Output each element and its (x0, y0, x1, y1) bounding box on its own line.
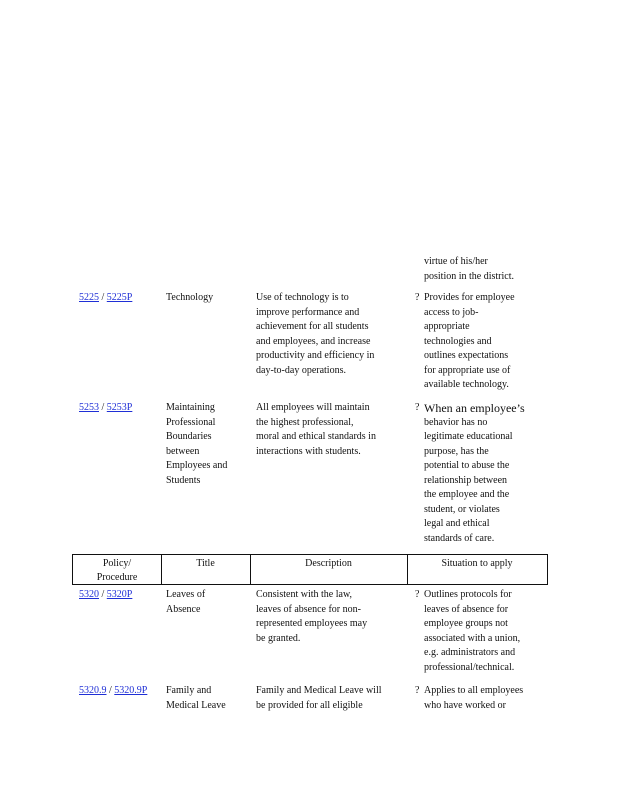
text-line: associated with a union, (424, 632, 521, 644)
text-line: improve performance and (256, 306, 360, 318)
header-title: Title (196, 558, 215, 569)
text-line: legitimate educational (424, 431, 513, 442)
row-title (166, 588, 241, 617)
text-line: Use of technology is to (256, 292, 349, 303)
text-line: Professional (166, 416, 216, 428)
text-line: productivity and efficiency in (256, 350, 375, 361)
text-line: Boundaries (166, 431, 212, 442)
procedure-link[interactable]: 5320.9P (114, 685, 148, 696)
policy-separator: / (99, 292, 107, 303)
row-description (256, 401, 401, 459)
text-line: represented employees may (256, 618, 368, 629)
text-line: the highest professional, (256, 416, 354, 428)
text-line: the employee and the (424, 489, 510, 500)
text-line: Policy/ (102, 558, 132, 569)
row-description (256, 588, 396, 646)
text-line: technologies and (424, 335, 492, 347)
bullet-glyph: ? (415, 589, 420, 600)
bullet-glyph: ? (415, 292, 420, 303)
text-line: leaves of absence for (424, 603, 509, 615)
text-line: Family and Medical Leave will (256, 685, 382, 696)
text-line: When an employee’s (424, 401, 525, 415)
row-title (166, 684, 241, 713)
text-line: access to job- (424, 306, 479, 318)
text-line: purpose, has the (424, 445, 489, 457)
text-line: Employees and (166, 460, 228, 471)
row-situation (424, 401, 534, 546)
bullet-glyph: ? (415, 685, 420, 696)
text-line: available technology. (424, 379, 509, 390)
text-line: All employees will maintain (256, 402, 370, 413)
text-line: Applies to all employees (424, 685, 524, 696)
text-line: who have worked or (424, 699, 506, 711)
text-line: professional/technical. (424, 661, 515, 673)
text-line: be provided for all eligible (256, 699, 363, 711)
text-line: Technology (166, 292, 214, 303)
policy-separator: / (106, 685, 115, 696)
header-policy (73, 557, 161, 585)
header-situation: Situation to apply (441, 558, 513, 569)
row-situation (424, 684, 534, 713)
header-description: Description (305, 558, 352, 569)
text-line: outlines expectations (424, 350, 509, 361)
row-description (256, 684, 401, 713)
text-line: Provides for employee (424, 292, 515, 303)
text-line: for appropriate use of (424, 364, 511, 376)
policy-link[interactable]: 5253 (79, 402, 99, 413)
text-line: achievement for all students (256, 321, 369, 332)
text-line: legal and ethical (424, 518, 490, 529)
text-line: relationship between (424, 474, 508, 486)
text-line: Maintaining (166, 402, 215, 413)
text-line: Students (166, 474, 201, 486)
text-line: interactions with students. (256, 445, 361, 457)
policy-link[interactable]: 5320 (79, 589, 99, 600)
text-line: behavior has no (424, 416, 488, 428)
row-title (166, 291, 241, 306)
text-line: and employees, and increase (256, 335, 371, 347)
policy-ref (79, 684, 147, 699)
procedure-link[interactable]: 5253P (106, 402, 133, 413)
row-situation (424, 291, 534, 393)
text-line: Absence (166, 603, 201, 615)
text-line: Family and (166, 685, 212, 696)
policy-ref (79, 401, 132, 416)
text-line: Medical Leave (166, 699, 226, 711)
text-line: employee groups not (424, 618, 508, 629)
text-line: potential to abuse the (424, 460, 510, 471)
bullet-glyph: ? (415, 402, 420, 413)
policy-ref (79, 291, 132, 306)
row-description (256, 291, 396, 378)
procedure-link[interactable]: 5320P (106, 589, 133, 600)
text-line: e.g. administrators and (424, 647, 516, 658)
policy-separator: / (99, 589, 107, 600)
row-situation (424, 588, 534, 675)
text-line: Outlines protocols for (424, 589, 512, 600)
text-line: student, or violates (424, 503, 500, 515)
text-line: appropriate (424, 321, 470, 332)
text-line: virtue of his/her (424, 256, 488, 267)
text-line: between (166, 445, 200, 457)
table-header (72, 554, 548, 585)
text-line: leaves of absence for non- (256, 603, 361, 615)
text-line: Leaves of (166, 589, 206, 600)
procedure-link[interactable]: 5225P (106, 292, 133, 303)
policy-separator: / (99, 402, 107, 413)
text-line: standards of care. (424, 532, 495, 544)
text-line: position in the district. (424, 270, 514, 282)
row-title (166, 401, 241, 488)
text-line: day-to-day operations. (256, 364, 346, 376)
policy-ref (79, 588, 132, 603)
text-line: be granted. (256, 632, 301, 644)
policy-link[interactable]: 5225 (79, 292, 99, 303)
text-line: Consistent with the law, (256, 589, 353, 600)
situation-continuation (424, 255, 534, 284)
text-line: moral and ethical standards in (256, 431, 376, 442)
policy-link[interactable]: 5320.9 (79, 685, 107, 696)
text-line: Procedure (96, 572, 138, 583)
